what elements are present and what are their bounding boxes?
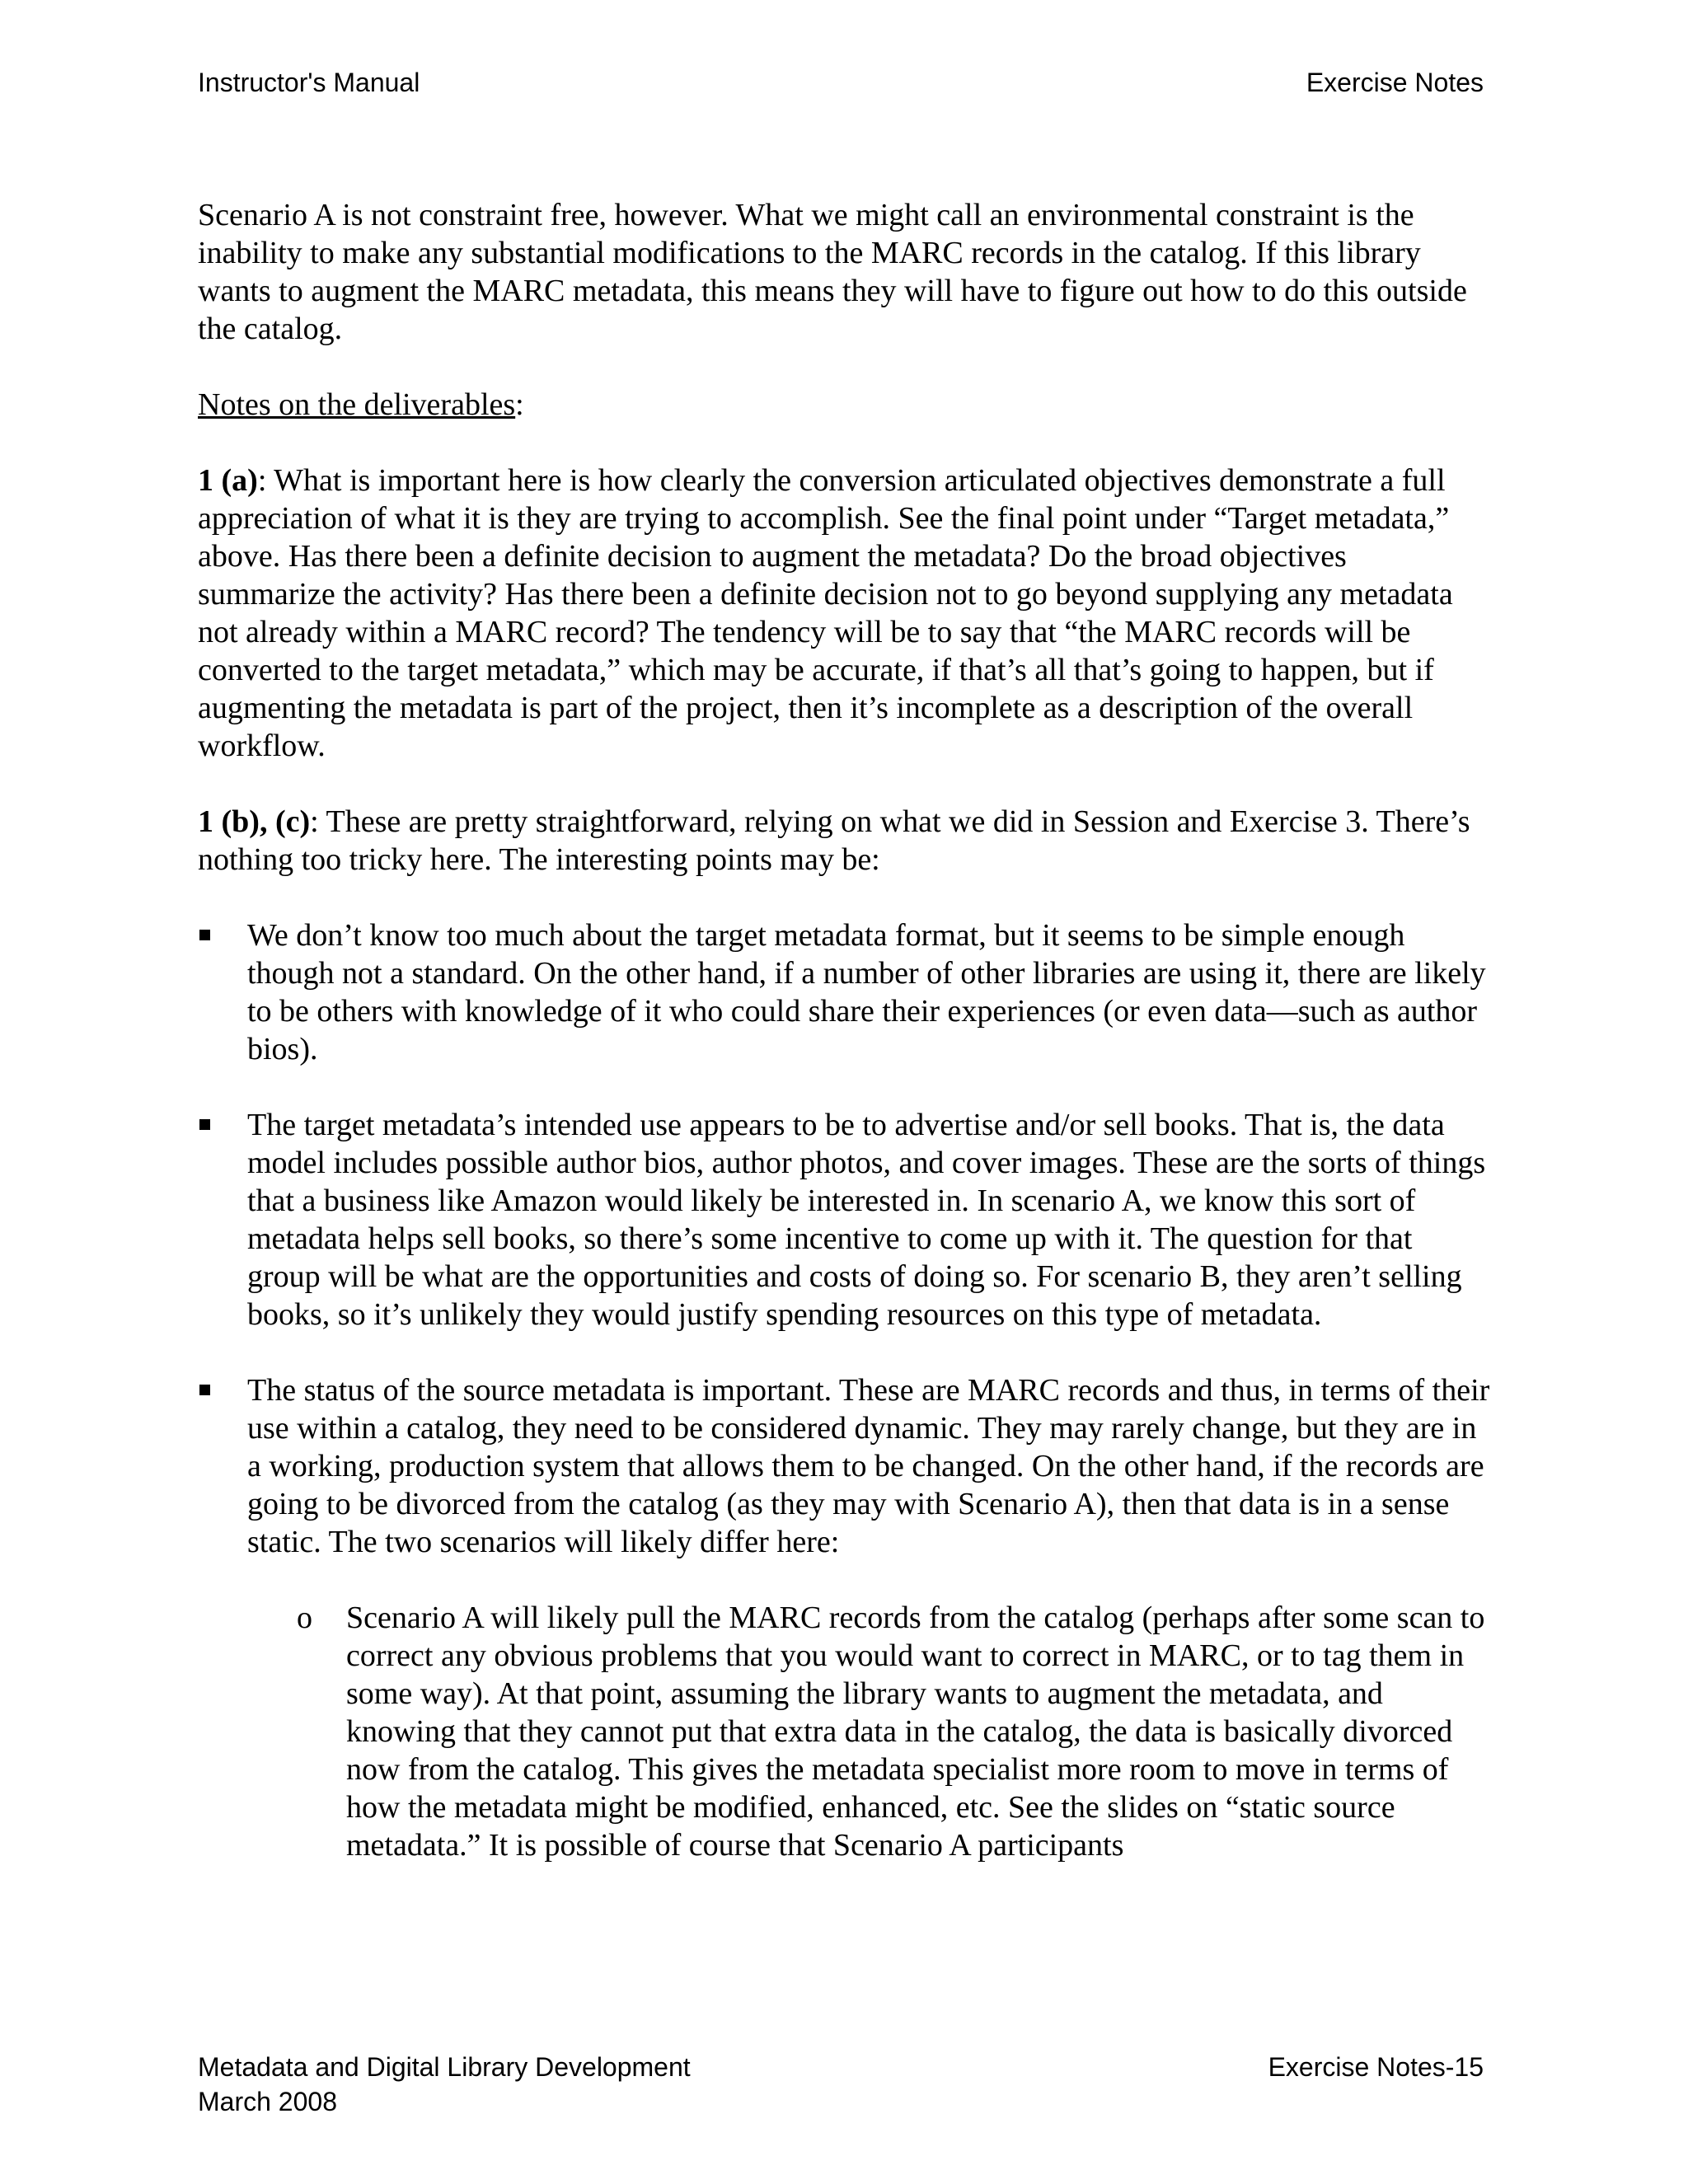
square-bullet-icon: [199, 1385, 210, 1395]
notes-heading-text: Notes on the deliverables: [198, 387, 516, 422]
deliverable-1bc-paragraph: [198, 803, 1492, 879]
notes-heading: [198, 386, 1492, 424]
list-item: [198, 1371, 1492, 1864]
deliverable-1a-text: : What is important here is how clearly the conversion articulated objectives demonstrate a full appreciation of what it is they are trying to accomplish. See the final point under “Target metadata,” above. Has there been a definite decision to augment the metadata? Do the broad objectives summarize the activity? Has there been a definite decision not to go beyond supplying any metadata not already within a MARC record? The tendency will be to say that “the MARC records will be converted to the target metadata,” which may be accurate, if that’s all that’s going to happen, but if augmenting the metadata is part of the project, then it’s incomplete as a description of the overall workflow.: [198, 463, 1453, 763]
page-footer: [198, 2050, 1484, 2125]
document-body: [198, 196, 1492, 1902]
sub-list-item: [247, 1599, 1492, 1864]
intro-paragraph: Scenario A is not constraint free, however. What we might call an environmental constraint is the inability to make any substantial modifications to the MARC records in the catalog. If this library wants to augment the MARC metadata, this means they will have to figure out how to do this outside the catalog.: [198, 198, 1467, 346]
deliverable-1bc-label: 1 (b), (c): [198, 804, 311, 839]
page-header: [198, 66, 1484, 99]
square-bullet-icon: [199, 1119, 210, 1130]
list-item: [198, 916, 1492, 1068]
deliverable-1a-paragraph: [198, 462, 1492, 765]
list-item-text: The target metadata’s intended use appears to be to advertise and/or sell books. That is, the data model includes possible author bios, author photos, and cover images. These are the sorts of things that a business like Amazon would likely be interested in. In scenario A, we know this sort of metadata helps sell books, so there’s some incentive to come up with it. The question for that group will be what are the opportunities and costs of doing so. For scenario B, they aren’t selling books, so it’s unlikely they would justify spending resources on this type of metadata.: [247, 1108, 1486, 1332]
points-list: [198, 916, 1492, 1864]
list-item: [198, 1106, 1492, 1333]
circle-bullet-icon: o: [297, 1601, 312, 1635]
sub-points-list: [247, 1599, 1492, 1864]
list-item-text: The status of the source metadata is important. These are MARC records and thus, in terms of their use within a catalog, they need to be considered dynamic. They may rarely change, but they are in a working, production system that allows them to be changed. On the other hand, if the records are going to be divorced from the catalog (as they may with Scenario A), then that data is in a sense static. The two scenarios will likely differ here:: [247, 1373, 1490, 1559]
list-item-text: We don’t know too much about the target metadata format, but it seems to be simple enough though not a standard. On the other hand, if a number of other libraries are using it, there are likely to be others with knowledge of it who could share their experiences (or even data—such as author bios).: [247, 918, 1486, 1066]
notes-heading-colon: :: [515, 387, 524, 422]
header-right-text: Exercise Notes: [1306, 68, 1484, 97]
deliverable-1a-label: 1 (a): [198, 463, 258, 498]
deliverable-1bc-text: : These are pretty straightforward, relying on what we did in Session and Exercise 3. There’s nothing too tricky here. The interesting points may be:: [198, 804, 1470, 877]
square-bullet-icon: [199, 930, 210, 940]
footer-date: March 2008: [198, 2087, 337, 2116]
header-left-text: Instructor's Manual: [198, 68, 420, 97]
sub-list-item-text: Scenario A will likely pull the MARC records from the catalog (perhaps after some scan to correct any obvious problems that you would want to correct in MARC, or to tag them in some way). At that point, assuming the library wants to augment the metadata, and knowing that they cannot put that extra data in the catalog, the data is basically divorced now from the catalog. This gives the metadata specialist more room to move in terms of how the metadata might be modified, enhanced, etc. See the slides on “static source metadata.” It is possible of course that Scenario A participants: [346, 1601, 1485, 1863]
footer-page-number: Exercise Notes-15: [1268, 2052, 1484, 2082]
footer-left-text: Metadata and Digital Library Development: [198, 2052, 691, 2082]
